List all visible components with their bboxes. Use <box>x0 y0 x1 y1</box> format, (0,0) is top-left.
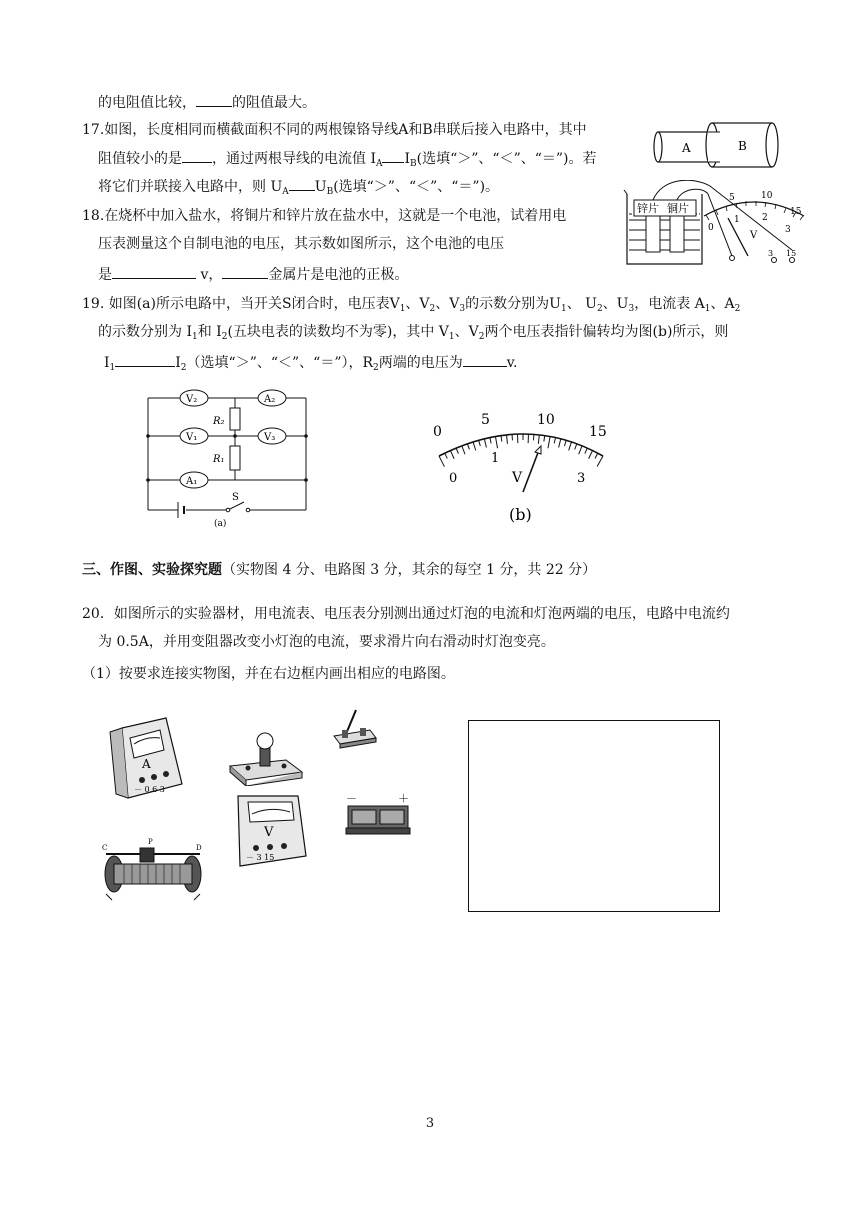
label-s: S <box>232 492 239 503</box>
wire-b-label: B <box>738 139 747 153</box>
q19-text: 的示数分别为U <box>465 296 561 312</box>
q17-text: (选填“＞”、“＜”、“＝”)。若 <box>416 151 597 167</box>
q17-text: 将它们并联接入电路中，则 U <box>98 179 283 195</box>
battery-plus: ＋ <box>398 792 409 805</box>
scale-b-top-5: 5 <box>481 412 490 428</box>
q19-text: （选填“＞”、“＜”、“＝”），R <box>186 355 374 371</box>
scale-b-tick <box>595 453 598 458</box>
q17-number: 17. <box>82 122 105 138</box>
meter-bottom-2: 2 <box>762 213 768 223</box>
circuit-drawing-box[interactable] <box>468 720 720 912</box>
scale-b-bottom-1: 1 <box>491 451 500 466</box>
subscript: B <box>410 159 417 169</box>
q19-text: (五块电表的读数均不为零)，其中 V <box>227 324 449 340</box>
q17-text: (选填“＞”、“＜”、“＝”)。 <box>333 179 500 195</box>
q17-blank-1[interactable] <box>182 148 212 163</box>
section3-title: 三、作图、实验探究题 <box>82 562 222 578</box>
scale-b-needle <box>523 450 539 492</box>
meter-bottom-1: 1 <box>734 215 740 225</box>
copper-plate-label: 铜片 <box>667 202 689 215</box>
scale-b-tick <box>575 444 577 450</box>
q18-blank-2[interactable] <box>222 264 268 279</box>
q16-text-end: 的阻值最大。 <box>232 95 316 111</box>
lamp-apparatus <box>226 730 306 786</box>
q20-line2 <box>98 632 555 652</box>
meter-bottom-0: 0 <box>708 223 714 233</box>
scale-b-tick <box>445 453 448 458</box>
scale-b-tick <box>544 436 545 442</box>
label-v2: V₂ <box>186 394 198 405</box>
q16-tail-line <box>98 92 316 113</box>
subscript: A <box>282 187 289 197</box>
wire-ab-figure <box>650 118 780 170</box>
rheostat-c: C <box>102 844 108 852</box>
scale-b-tick <box>484 439 486 448</box>
q16-text: 的电阻值比较， <box>98 95 196 111</box>
q17-blank-3[interactable] <box>289 176 315 191</box>
q18-number: 18. <box>82 208 105 224</box>
label-r2: R₂ <box>213 416 225 427</box>
voltmeter-scale-b <box>425 408 615 526</box>
q19-blank-2[interactable] <box>463 352 507 367</box>
voltmeter-unit-label: V <box>264 825 274 840</box>
q19-text: 的示数分别为 I <box>98 324 192 340</box>
scale-b-tick <box>467 444 469 450</box>
battery-apparatus <box>340 790 420 842</box>
q17-line3 <box>98 176 499 202</box>
label-v3: V₃ <box>264 432 276 443</box>
q19-blank-1[interactable] <box>115 352 175 367</box>
rheostat-p: P <box>148 838 153 846</box>
terminal-3: 3 <box>768 249 774 258</box>
switch-apparatus <box>330 704 380 750</box>
scale-b-tick <box>450 451 454 459</box>
ammeter-unit-label: A <box>142 757 151 771</box>
scale-b-bottom-3: 3 <box>577 471 586 486</box>
scale-b-tick <box>579 446 582 454</box>
q20-number: 20． <box>82 606 114 622</box>
q17-text: U <box>314 179 327 195</box>
q19-line3: $I_1$ $I_2$（选填“＞”、“＜”、“＝”），$R_2$两端的电压为 v. <box>104 352 517 378</box>
q17-blank-2[interactable] <box>382 148 404 163</box>
scale-b-tick <box>439 456 444 467</box>
scale-b-tick <box>559 439 561 448</box>
scale-b-tick <box>564 440 566 446</box>
q18-text: 是 <box>98 267 112 283</box>
ammeter-apparatus <box>108 714 192 804</box>
q20-text: 如图所示的实验器材，用电流表、电压表分别测出通过灯泡的电流和灯泡两端的电压，电路中电流约 <box>113 606 730 622</box>
scale-b-tick <box>490 438 491 444</box>
q17-text: 如图，长度相同而横截面积不同的两根镍铬导线A和B串联后接入电路中，其中 <box>104 122 587 138</box>
meter-top-10: 10 <box>761 191 773 201</box>
rheostat-d: D <box>196 844 202 852</box>
q17-text: ，通过两根导线的电流值 I <box>212 151 376 167</box>
q18-text: 压表测量这个自制电池的电压，其示数如图所示，这个电池的电压 <box>98 236 504 252</box>
q16-blank[interactable] <box>196 92 232 107</box>
scale-b-top-15: 15 <box>589 424 607 440</box>
battery-voltmeter-figure <box>622 180 812 272</box>
page-number: 3 <box>425 1116 435 1131</box>
scale-b-tick <box>589 451 593 459</box>
scale-b-tick <box>462 446 465 454</box>
scale-b-tick <box>479 440 481 446</box>
q19-number: 19. <box>82 296 105 312</box>
scale-b-tick <box>495 436 497 448</box>
q17-line2 <box>98 148 597 174</box>
scale-b-tick <box>473 442 476 451</box>
subscript: A <box>375 159 383 169</box>
scale-b-unit: V <box>512 470 523 486</box>
voltmeter-apparatus <box>232 790 316 874</box>
q19-text: 如图(a)所示电路中，当开关S闭合时，电压表V <box>104 296 400 312</box>
terminal-15: 15 <box>786 249 797 258</box>
section3-heading <box>82 560 596 580</box>
wire-a-label: A <box>682 141 691 155</box>
q19-text: v. <box>506 355 518 371</box>
q20-sub1-text: （1）按要求连接实物图，并在右边框内画出相应的电路图。 <box>82 666 455 682</box>
subscript: B <box>326 187 334 197</box>
q19-text: I <box>175 355 181 371</box>
zinc-plate-label: 锌片 <box>637 202 659 215</box>
voltmeter-terminals: － 3 15 <box>246 853 275 862</box>
label-r1: R₁ <box>213 454 225 465</box>
q19-line1: 19. 如图(a)所示电路中，当开关S闭合时，电压表$V_1$、$V_2$、$V_3$的示数分别为$U_1$、 $U_2$、$U_3$，电流表 $A_1$、$A_2$ <box>82 296 741 314</box>
scale-b-top-0: 0 <box>433 424 442 440</box>
q20-sub1 <box>82 664 455 684</box>
scale-b-tick <box>585 448 587 453</box>
q18-blank-1[interactable] <box>112 264 196 279</box>
q20-text: 为 0.5A，并用变阻器改变小灯泡的电流，要求滑片向右滑动时灯泡变亮。 <box>98 634 555 650</box>
q18-line2 <box>98 234 504 254</box>
meter-top-15: 15 <box>790 207 802 217</box>
q18-text: 金属片是电池的正极。 <box>268 267 409 283</box>
ammeter-terminals: － 0.6 3 <box>134 785 165 794</box>
scale-b-tick <box>538 435 539 444</box>
q17-text: 阻值较小的是 <box>98 151 182 167</box>
label-a1: A₁ <box>186 476 198 487</box>
battery-minus: － <box>346 792 357 805</box>
scale-b-tick <box>507 435 508 444</box>
scale-b-tick <box>569 442 572 451</box>
q20-line1 <box>82 604 730 624</box>
scale-b-tick <box>554 438 555 444</box>
q19-text: 两端的电压为 <box>378 355 463 371</box>
scale-b-bottom-0: 0 <box>449 471 458 486</box>
label-v1: V₁ <box>186 432 198 443</box>
circuit-diagram-a <box>140 386 310 528</box>
q19-text: 和 I <box>197 324 222 340</box>
q19-text: 两个电压表指针偏转均为图(b)所示，则 <box>484 324 729 340</box>
q18-text: 在烧杯中加入盐水，将铜片和锌片放在盐水中，这就是一个电池，试着用电 <box>104 208 567 224</box>
q19-line2: 的示数分别为 $I_1$和 $I_2$(五块电表的读数均不为零)，其中 $V_1$、$V_2$两个电压表指针偏转均为图(b)所示，则 <box>98 324 729 342</box>
meter-bottom-3: 3 <box>785 225 791 235</box>
rheostat-apparatus <box>100 836 210 906</box>
scale-b-tick <box>456 448 458 454</box>
scale-b-tick <box>548 436 550 448</box>
q19-text: I <box>104 355 110 371</box>
meter-top-5: 5 <box>729 193 735 203</box>
section3-score: （实物图 4 分、电路图 3 分，其余的每空 1 分，共 22 分） <box>222 562 597 578</box>
q17-text: I <box>404 151 411 167</box>
q18-line3 <box>98 264 408 285</box>
label-a2: A₂ <box>264 394 276 405</box>
caption-b: (b) <box>509 505 532 524</box>
scale-b-top-10: 10 <box>537 412 555 428</box>
scale-b-tick <box>597 456 603 466</box>
q18-line1 <box>82 206 566 226</box>
caption-a: (a) <box>214 519 227 528</box>
scale-b-tick <box>501 436 502 442</box>
meter-unit: V <box>750 230 758 241</box>
q17-line1 <box>82 120 587 140</box>
q18-text: v， <box>196 267 223 283</box>
